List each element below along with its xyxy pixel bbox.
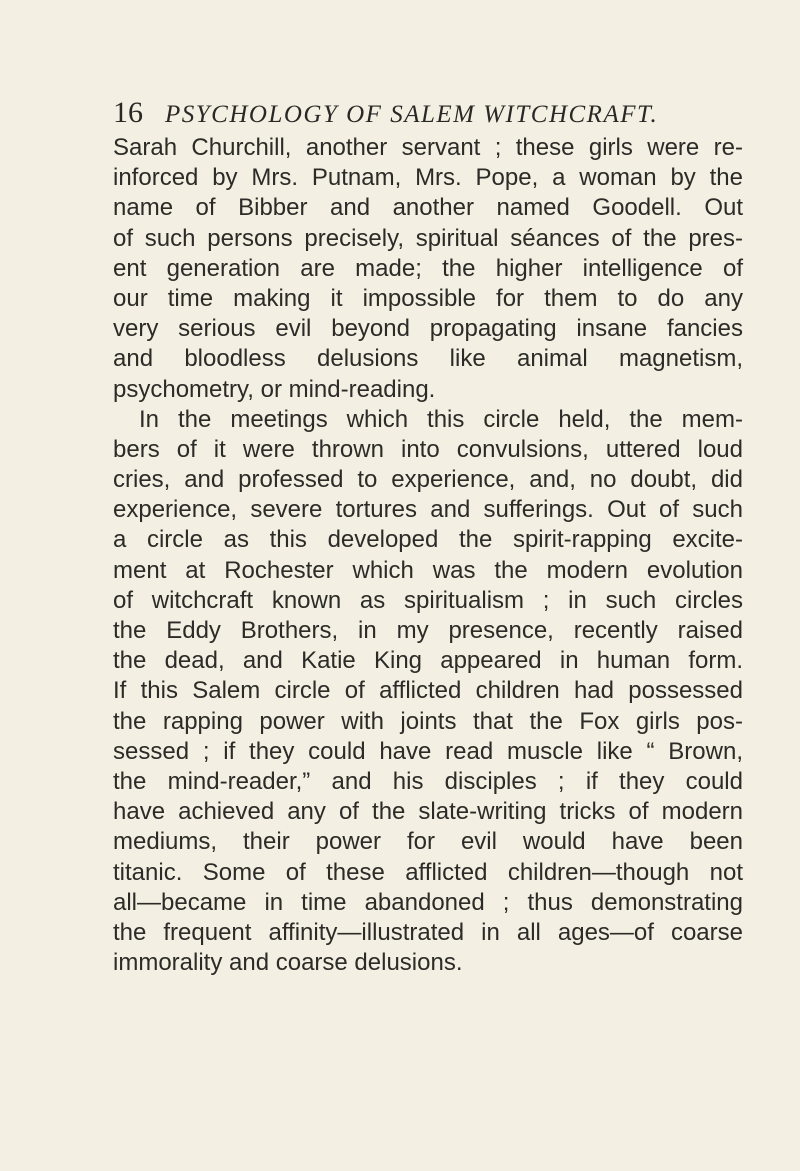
text-line: cries, and professed to experience, and, no doubt, did [113,466,743,494]
text-line: the frequent affinity—illustrated in all ages—of coarse [113,918,743,946]
text-line: sessed ; if they could have read muscle like “ Brown, [113,737,743,765]
body-text [113,133,743,978]
text-line: titanic. Some of these afflicted children—though not [113,858,743,886]
text-line: mediums, their power for evil would have been [113,828,743,856]
text-line: ment at Rochester which was the modern evolution [113,556,743,584]
text-line: experience, severe tortures and sufferings. Out of such [113,496,743,524]
text-line: a circle as this developed the spirit-rapping excite- [113,526,743,554]
paragraph-end-line: immorality and coarse delusions. [113,949,463,977]
text-line: the dead, and Katie King appeared in human form. [113,647,743,675]
page-number: 16 [113,96,143,129]
text-line: and bloodless delusions like animal magnetism, [113,345,743,373]
text-line: our time making it impossible for them to do any [113,284,743,312]
text-line: all—became in time abandoned ; thus demonstrating [113,888,743,916]
text-line: ent generation are made; the higher intelligence of [113,254,743,282]
text-line: Sarah Churchill, another servant ; these girls were re- [113,134,743,161]
running-head [113,93,753,133]
text-line: inforced by Mrs. Putnam, Mrs. Pope, a woman by the [113,164,743,192]
text-line: bers of it were thrown into convulsions, uttered loud [113,435,743,463]
text-line: If this Salem circle of afflicted children had possessed [113,677,743,705]
running-title: PSYCHOLOGY OF SALEM WITCHCRAFT. [165,101,659,128]
text-line: of such persons precisely, spiritual séances of the pres- [113,224,743,252]
text-line: very serious evil beyond propagating insane fancies [113,315,743,343]
text-line: the mind-reader,” and his disciples ; if they could [113,767,743,795]
paragraph-end-line: psychometry, or mind-reading. [113,375,436,403]
text-line: name of Bibber and another named Goodell. Out [113,194,743,222]
text-line: of witchcraft known as spiritualism ; in such circles [113,586,743,614]
paragraph-start-line: In the meetings which this circle held, the mem- [139,405,743,433]
text-line: have achieved any of the slate-writing tricks of modern [113,798,743,826]
text-line: the rapping power with joints that the Fox girls pos- [113,707,743,735]
text-line: the Eddy Brothers, in my presence, recently raised [113,617,743,644]
